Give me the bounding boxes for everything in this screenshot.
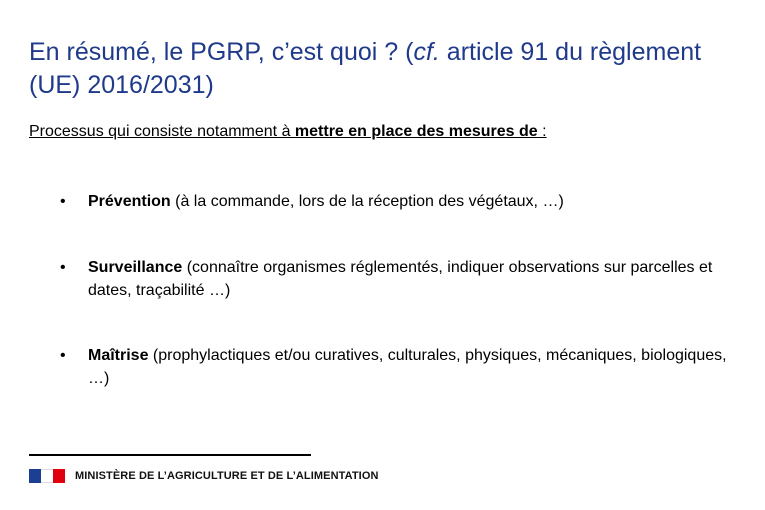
bullet-description: (connaître organismes réglementés, indiquer observations sur parcelles et dates, traçabilité …) (88, 259, 713, 299)
title-text: En résumé, le PGRP, c’est quoi ? ( (29, 38, 414, 66)
slide-title (29, 36, 729, 102)
intro-bold: mettre en place des mesures de (294, 123, 538, 140)
bullet-description: (prophylactiques et/ou curatives, culturales, physiques, mécaniques, biologiques, …) (88, 347, 727, 387)
flag-blue (29, 469, 41, 483)
title-text-end: article 91 du règlement (UE) 2016/2031) (29, 38, 702, 99)
bullet-maitrise (58, 344, 738, 390)
bullet-marker: • (60, 193, 66, 210)
ministry-name: MINISTÈRE DE L’AGRICULTURE ET DE L’ALIMENTATION (75, 470, 379, 482)
bullet-surveillance (58, 256, 738, 302)
bullet-description: (à la commande, lors de la réception des végétaux, …) (170, 193, 564, 210)
bullet-prevention (58, 190, 738, 213)
bullet-term: Prévention (88, 193, 171, 210)
ministry-logo (29, 467, 379, 485)
flag-red (53, 469, 65, 483)
bullet-marker: • (60, 347, 66, 364)
footer-divider (29, 454, 311, 456)
french-flag-icon (29, 469, 65, 483)
title-italic: cf. (413, 38, 440, 66)
flag-white (41, 469, 53, 483)
intro-text (29, 122, 749, 142)
bullet-term: Surveillance (88, 259, 183, 276)
intro-end: : (537, 123, 547, 140)
intro-part: Processus qui consiste notamment à (29, 123, 295, 140)
bullet-term: Maîtrise (88, 347, 149, 364)
bullet-marker: • (60, 259, 66, 276)
